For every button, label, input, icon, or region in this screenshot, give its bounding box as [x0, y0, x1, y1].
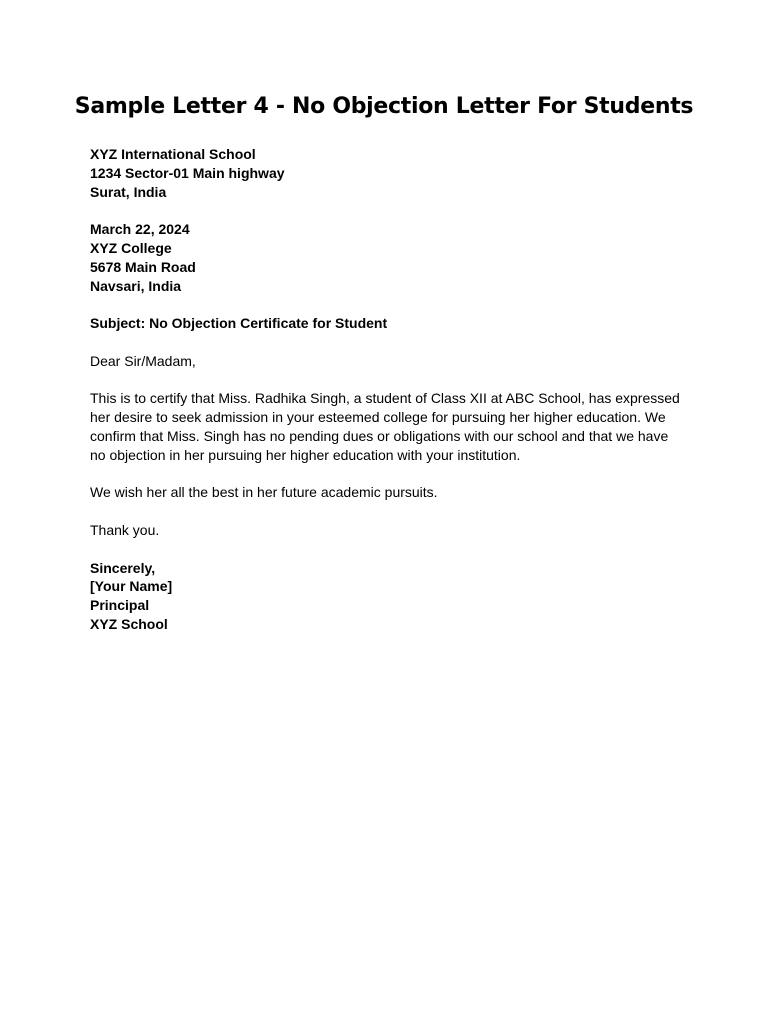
- signer-position: Principal: [90, 597, 150, 614]
- signer-name: [Your Name]: [90, 578, 173, 595]
- signature-block: [90, 559, 682, 634]
- body-paragraph: Thank you.: [90, 521, 160, 538]
- recipient-address-line1: 5678 Main Road: [90, 258, 196, 275]
- body-paragraph: This is to certify that Miss. Radhika Singh, a student of Class XII at ABC School, has expressed her desire to seek admission in your esteemed college for pursuing her higher education. We confirm that Miss. Singh has no pending dues or obligations with our school and that we have no objection in her pursuing her higher education with your institution.: [90, 390, 680, 463]
- signer-organization: XYZ School: [90, 615, 168, 632]
- sender-address-line1: 1234 Sector-01 Main highway: [90, 164, 285, 181]
- recipient-name: XYZ College: [90, 239, 172, 256]
- sender-address-line2: Surat, India: [90, 183, 167, 200]
- letter-subject: Subject: No Objection Certificate for Student: [90, 315, 388, 332]
- recipient-block: [90, 220, 682, 295]
- closing-valediction: Sincerely,: [90, 559, 156, 576]
- document-title: Sample Letter 4 - No Objection Letter For Students: [74, 94, 694, 119]
- letter-salutation: Dear Sir/Madam,: [90, 352, 196, 369]
- sender-address: [90, 145, 682, 201]
- letter-content: [90, 145, 682, 653]
- body-paragraph: We wish her all the best in her future academic pursuits.: [90, 484, 438, 501]
- letter-date: March 22, 2024: [90, 221, 190, 238]
- recipient-address-line2: Navsari, India: [90, 277, 182, 294]
- sender-name: XYZ International School: [90, 146, 256, 162]
